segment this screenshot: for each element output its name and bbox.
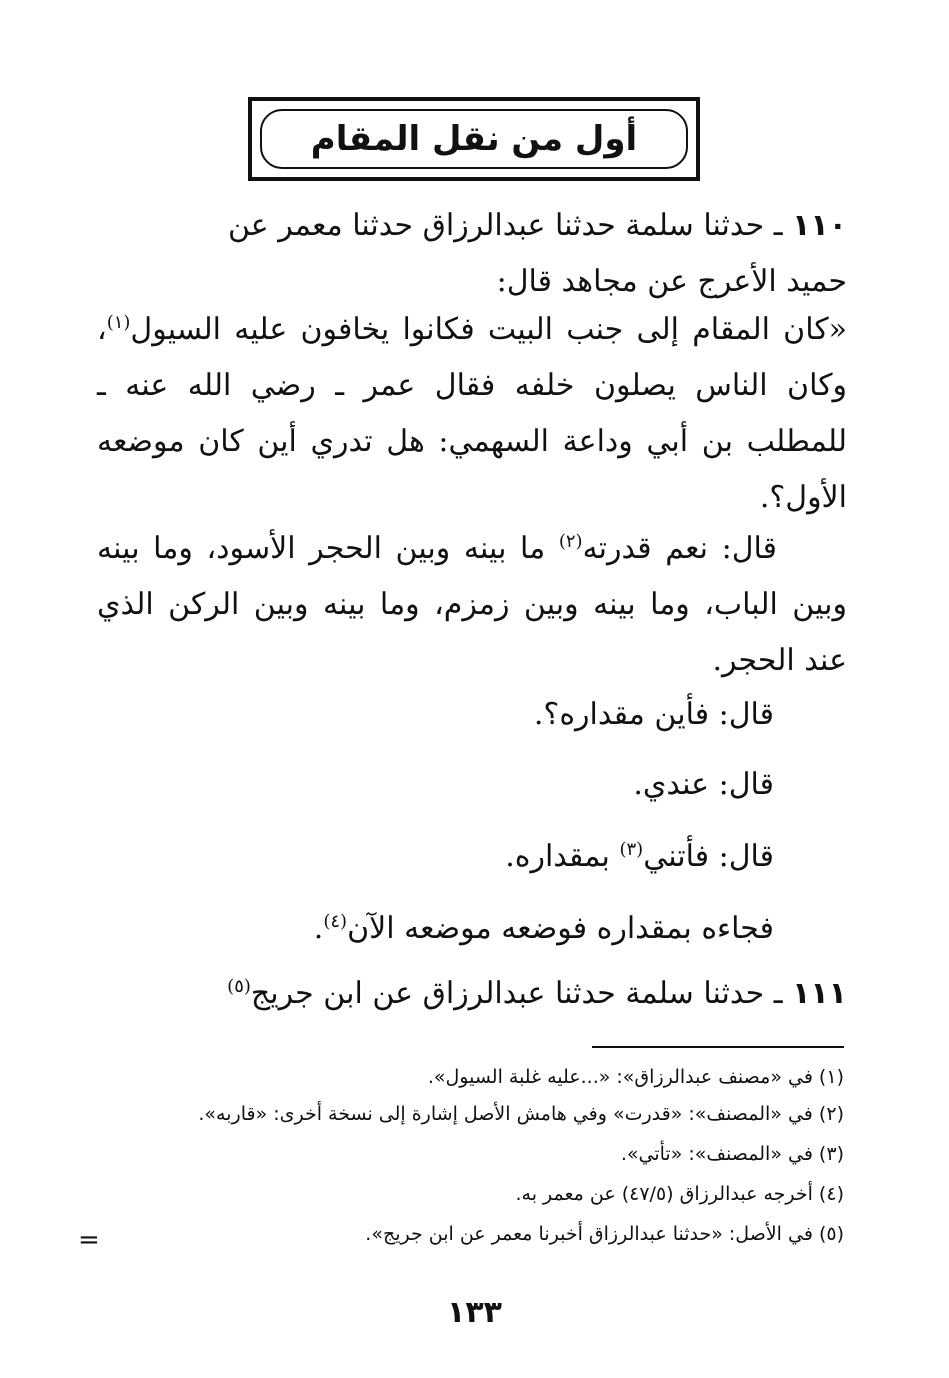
dialog-line-4-a: فجاءه بمقداره فوضعه موضعه الآن [347,911,774,946]
quote-paragraph [97,302,847,526]
footnote-3: (٣) في «المصنف»: «تأتي». [620,1143,844,1165]
hadith-111-text: ـ حدثنا سلمة حدثنا عبدالرزاق عن ابن جريج [250,976,783,1011]
footnote-ref-3[interactable]: (٣) [619,839,644,860]
chapter-title: أول من نقل المقام [310,119,638,159]
footnote-ref-4[interactable]: (٤) [323,911,348,932]
footnote-ref-2[interactable]: (٢) [558,531,583,552]
dialog-line-3 [505,829,774,885]
dialog-line-1: قال: فأين مقداره؟. [533,697,774,732]
continuation-mark: = [78,1225,100,1255]
footnote-separator [592,1046,844,1048]
quote-part-2: ، وكان الناس يصلون خلفه فقال عمر ـ رضي الله عنه ـ للمطلب بن أبي وداعة السهمي: هل تدري أين كان موضعه الأول؟. [97,312,847,515]
answer-paragraph [97,521,847,689]
dialog-line-4 [314,901,774,957]
dialog-line-3-a: قال: فأتني [643,839,774,874]
chapter-title-inner-frame [260,109,688,169]
quote-part-1: «كان المقام إلى جنب البيت فكانوا يخافون عليه السيول [130,312,847,347]
footnote-5: (٥) في الأصل: «حدثنا عبدالرزاق أخبرنا معمر عن ابن جريج». [365,1223,844,1245]
answer-part-2: ما بينه وبين الحجر الأسود، وما بينه وبين الباب، وما بينه وبين زمزم، وما بينه وبين الركن الذي عند الحجر. [97,531,847,678]
footnote-2: (٢) في «المصنف»: «قدرت» وفي هامش الأصل إشارة إلى نسخة أخرى: «قاربه». [198,1103,844,1125]
footnote-ref-5[interactable]: (٥) [227,976,251,997]
hadith-111 [97,966,847,1022]
hadith-number: ١١١ [792,976,847,1011]
footnote-4: (٤) أخرجه عبدالرزاق (٤٧/٥) عن معمر به. [515,1183,844,1205]
hadith-text-line-2: حميد الأعرج عن مجاهد قال: [496,264,847,299]
dialog-line-4-b: . [313,911,324,946]
footnote-ref-1[interactable]: (١) [106,312,131,333]
hadith-110 [97,198,847,310]
chapter-title-frame [248,97,700,181]
hadith-text-line-1: ـ حدثنا سلمة حدثنا عبدالرزاق حدثنا معمر عن [227,208,783,243]
page-number: ١٣٣ [447,1295,502,1330]
footnote-1: (١) في «مصنف عبدالرزاق»: «...عليه غلبة السيول». [427,1066,844,1088]
hadith-number: ١١٠ [792,208,847,243]
dialog-line-3-b: بمقداره. [505,839,620,874]
answer-part-1: قال: نعم قدرته [582,531,777,566]
dialog-line-2: قال: عندي. [633,767,774,802]
